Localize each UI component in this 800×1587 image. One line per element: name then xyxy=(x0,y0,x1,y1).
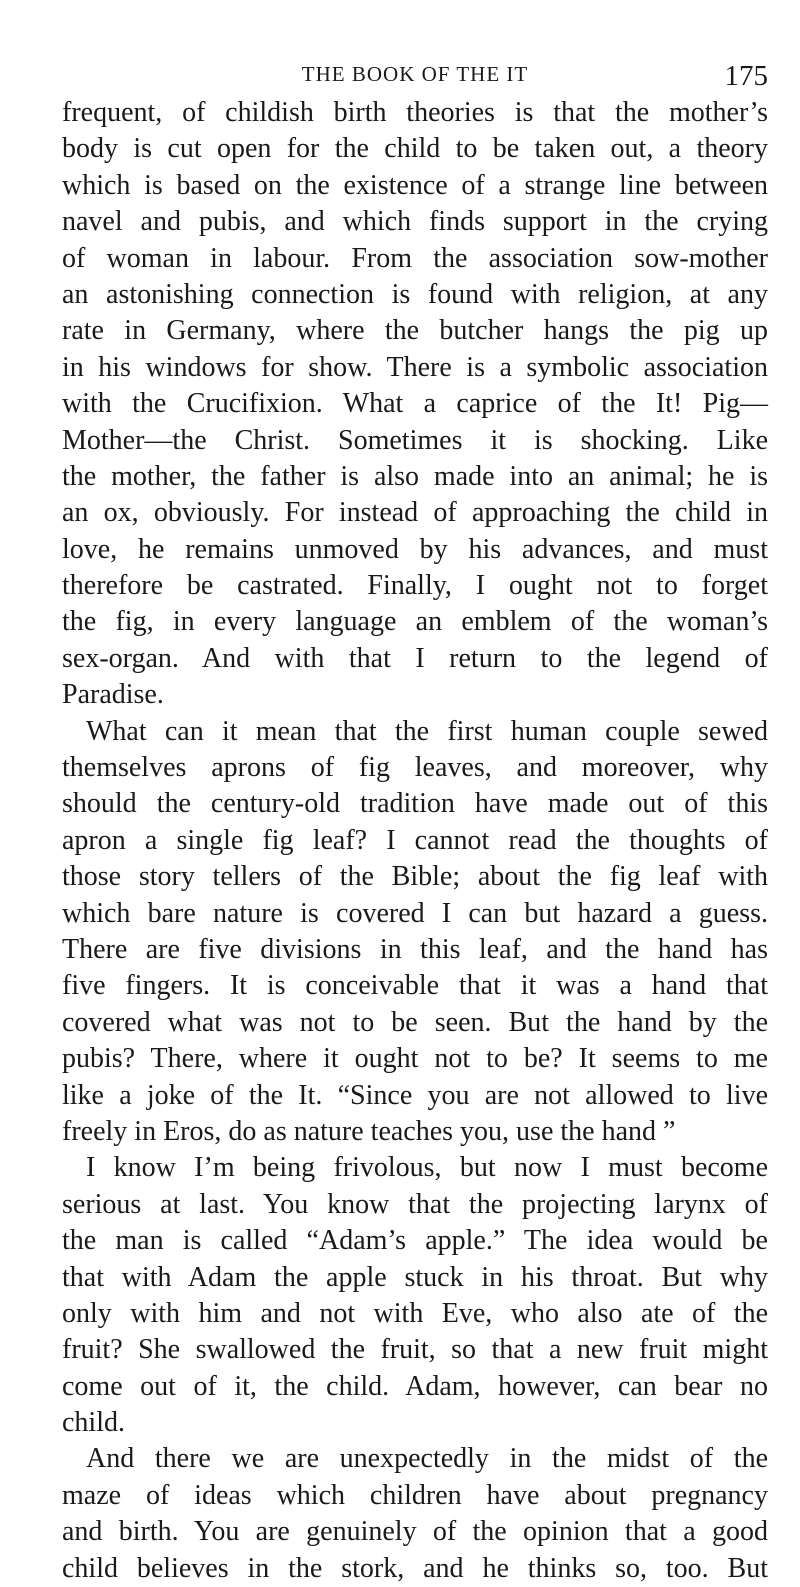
text-line: And there we are unexpectedly in the midst of the xyxy=(86,1443,768,1475)
text-line: There are five divisions in this leaf, and the hand has xyxy=(62,933,768,965)
text-line: What can it mean that the first human couple sewed xyxy=(86,715,768,747)
text-line: which is based on the existence of a strange line between xyxy=(62,169,768,201)
text-line: rate in Germany, where the butcher hangs the pig up xyxy=(62,315,768,347)
text-line: Mother—the Christ. Sometimes it is shocking. Like xyxy=(62,424,768,456)
text-line: serious at last. You know that the projecting larynx of xyxy=(62,1188,768,1220)
text-line: those story tellers of the Bible; about the fig leaf with xyxy=(62,861,768,893)
text-line: therefore be castrated. Finally, I ought not to forget xyxy=(62,570,768,602)
text-line: which bare nature is covered I can but hazard a guess. xyxy=(62,897,768,929)
text-line: love, he remains unmoved by his advances, and must xyxy=(62,533,768,565)
text-line: Paradise. xyxy=(62,679,164,711)
text-line: five fingers. It is conceivable that it was a hand that xyxy=(62,970,768,1002)
text-line: the man is called “Adam’s apple.” The idea would be xyxy=(62,1225,768,1257)
text-line: freely in Eros, do as nature teaches you, use the hand ” xyxy=(62,1115,676,1147)
text-line: the mother, the father is also made into an animal; he is xyxy=(62,460,768,492)
text-line: navel and pubis, and which finds support in the crying xyxy=(62,206,768,238)
text-line: that with Adam the apple stuck in his throat. But why xyxy=(62,1261,768,1293)
page-number: 175 xyxy=(724,60,768,92)
text-line: maze of ideas which children have about pregnancy xyxy=(62,1479,768,1511)
text-line: sex-organ. And with that I return to the legend of xyxy=(62,642,768,674)
running-title: THE BOOK OF THE IT xyxy=(301,62,529,86)
text-line: an ox, obviously. For instead of approaching the child in xyxy=(62,497,768,529)
text-line: like a joke of the It. “Since you are not allowed to live xyxy=(62,1079,768,1111)
text-line: body is cut open for the child to be taken out, a theory xyxy=(62,133,768,165)
body-text xyxy=(62,95,768,1587)
text-line: I know I’m being frivolous, but now I must become xyxy=(86,1152,768,1184)
text-line: with the Crucifixion. What a caprice of the It! Pig— xyxy=(62,388,768,420)
text-line: covered what was not to be seen. But the hand by the xyxy=(62,1006,768,1038)
text-line: child believes in the stork, and he thinks so, too. But xyxy=(62,1552,768,1584)
text-line: in his windows for show. There is a symbolic association xyxy=(62,351,768,383)
text-line: should the century-old tradition have made out of this xyxy=(62,788,768,820)
text-line: an astonishing connection is found with religion, at any xyxy=(62,278,768,310)
text-line: and birth. You are genuinely of the opinion that a good xyxy=(62,1516,768,1548)
text-line: themselves aprons of fig leaves, and moreover, why xyxy=(62,752,768,784)
text-line: apron a single fig leaf? I cannot read the thoughts of xyxy=(62,824,768,856)
running-head xyxy=(62,60,768,96)
text-line: come out of it, the child. Adam, however, can bear no xyxy=(62,1370,768,1402)
text-line: pubis? There, where it ought not to be? It seems to me xyxy=(62,1043,768,1075)
text-line: frequent, of childish birth theories is that the mother’s xyxy=(62,97,768,128)
text-line: the fig, in every language an emblem of the woman’s xyxy=(62,606,768,638)
text-line: child. xyxy=(62,1407,125,1439)
text-line: only with him and not with Eve, who also ate of the xyxy=(62,1297,768,1329)
text-line: of woman in labour. From the association sow-mother xyxy=(62,242,768,274)
text-line: fruit? She swallowed the fruit, so that a new fruit might xyxy=(62,1334,768,1366)
